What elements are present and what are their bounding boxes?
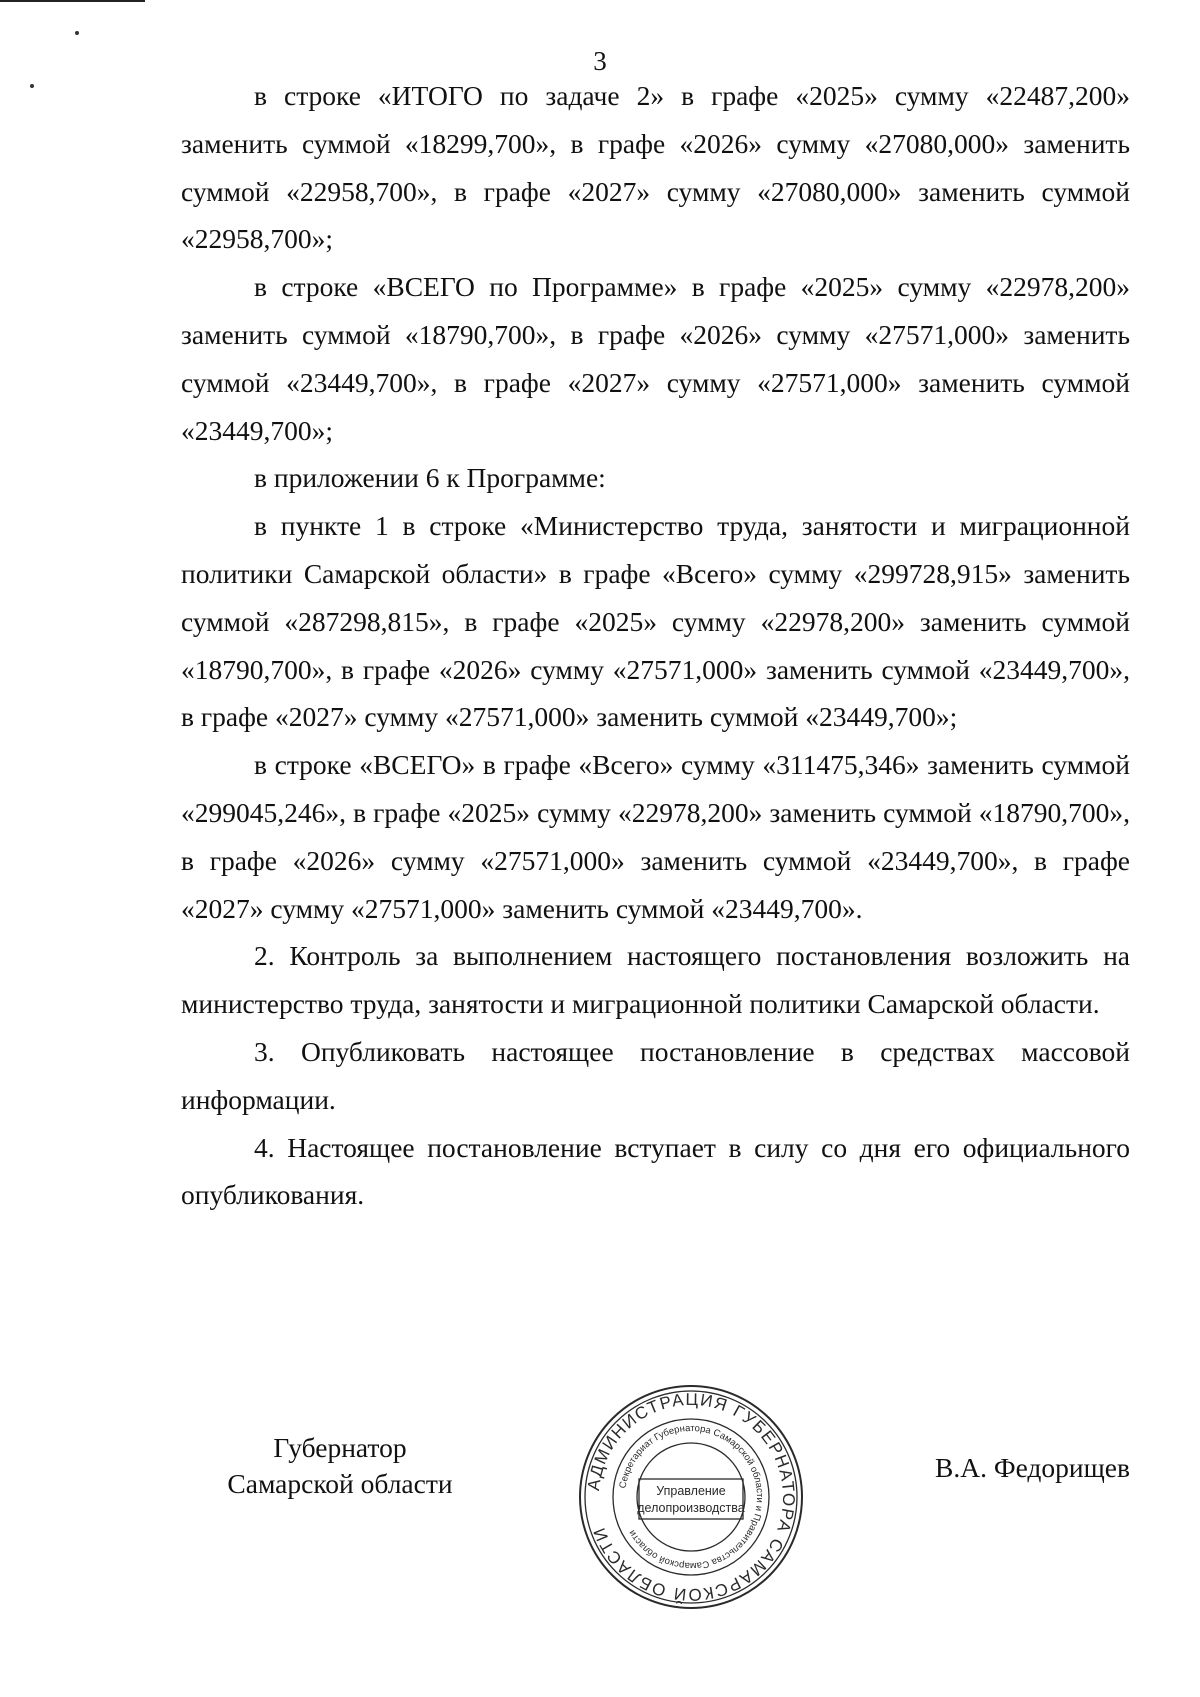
scan-speck: [30, 84, 34, 88]
paragraph-item-1-ministry: в пункте 1 в строке «Министерство труда, занятости и миграционной политики Самарской области» в графе «Всего» сумму «299728,915» заменить суммой «287298,815», в графе «2025» сумму «22978,200» заменить суммой «18790,700», в графе «2026» сумму «27571,000» заменить суммой «23449,700», в графе «2027» сумму «27571,000» заменить суммой «23449,700»;: [181, 510, 1130, 733]
paragraph-itogo-task-2: в строке «ИТОГО по задаче 2» в графе «2025» сумму «22487,200» заменить суммой «18299,700», в графе «2026» сумму «27080,000» заменить суммой «22958,700», в графе «2027» сумму «27080,000» заменить суммой «22958,700»;: [181, 80, 1130, 255]
signatory-name: В.А. Федорищев: [935, 1452, 1130, 1483]
scan-speck: [75, 31, 79, 35]
signatory-position-line2: Самарской области: [227, 1468, 453, 1499]
stamp-center-line2: делопроизводства: [637, 1501, 745, 1515]
page-number: 3: [593, 46, 607, 76]
paragraph-appendix-6: в приложении 6 к Программе:: [254, 462, 606, 494]
paragraph-vsego-program: в строке «ВСЕГО по Программе» в графе «2025» сумму «22978,200» заменить суммой «18790,700», в графе «2026» сумму «27571,000» заменить суммой «23449,700», в графе «2027» сумму «27571,000» заменить суммой «23449,700»;: [181, 271, 1130, 446]
official-seal-stamp: [577, 1383, 805, 1611]
signatory-position-line1: Губернатор: [273, 1432, 407, 1463]
document-body: [181, 72, 1130, 1219]
signatory-position: [210, 1430, 470, 1502]
scan-edge-line: [0, 0, 145, 2]
signature-block: [0, 1389, 1200, 1655]
paragraph-clause-4-effective: 4. Настоящее постановление вступает в силу со дня его официального опубликования.: [181, 1131, 1130, 1211]
stamp-outer-text: АДМИНИСТРАЦИЯ ГУБЕРНАТОРА САМАРСКОЙ ОБЛАСТИ: [584, 1389, 799, 1605]
stamp-center-line1: Управление: [656, 1484, 726, 1498]
stamp-ring-text: Секретариат Губернатора Самарской области и Правительства Самарской области: [617, 1422, 766, 1572]
paragraph-vsego-total: в строке «ВСЕГО» в графе «Всего» сумму «311475,346» заменить суммой «299045,246», в графе «2025» сумму «22978,200» заменить суммой «18790,700», в графе «2026» сумму «27571,000» заменить суммой «23449,700», в графе «2027» сумму «27571,000» заменить суммой «23449,700».: [181, 749, 1130, 924]
paragraph-clause-2-control: 2. Контроль за выполнением настоящего постановления возложить на министерство труда, занятости и миграционной политики Самарской области.: [181, 940, 1130, 1020]
paragraph-clause-3-publish: 3. Опубликовать настоящее постановление в средствах массовой информации.: [181, 1035, 1130, 1115]
